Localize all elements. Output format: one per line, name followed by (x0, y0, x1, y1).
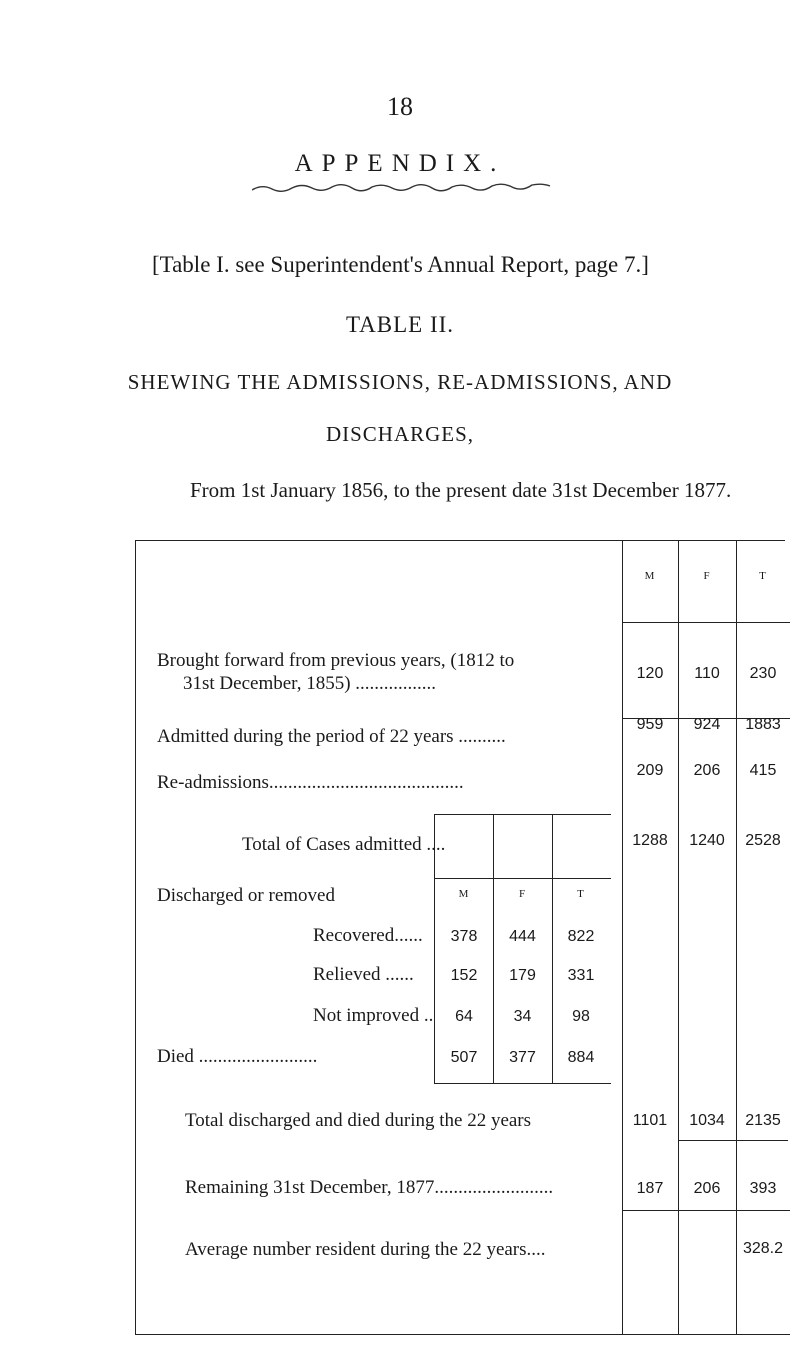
average-t: 328.2 (742, 1240, 784, 1257)
total-discharged-m: 1101 (632, 1112, 668, 1129)
table-top-rule (135, 540, 785, 541)
admitted-t: 1883 (745, 716, 781, 733)
readmissions-m: 209 (636, 762, 664, 779)
average-label: Average number resident during the 22 years.... (185, 1239, 546, 1260)
col-rule-label-m (622, 540, 623, 1335)
subtitle-line-2: DISCHARGES, (325, 422, 475, 446)
admitted-f: 924 (693, 716, 721, 733)
page-number: 18 (387, 92, 413, 121)
remaining-label: Remaining 31st December, 1877......................... (185, 1177, 554, 1198)
date-range: From 1st January 1856, to the present date 31st December 1877. (190, 478, 732, 502)
subtable-header-rule (435, 878, 611, 879)
total-discharged-label: Total discharged and died during the 22 years (185, 1110, 532, 1131)
sub-label-recovered: Recovered...... (313, 925, 423, 946)
remaining-f: 206 (693, 1180, 721, 1197)
sub-header-m: M (458, 888, 470, 900)
admitted-m: 959 (636, 716, 664, 733)
col-rule-m-f (678, 540, 679, 1335)
recovered-f: 444 (509, 928, 536, 945)
recovered-m: 378 (450, 928, 478, 945)
total-rule-remaining (622, 1210, 790, 1211)
relieved-f: 179 (509, 967, 536, 984)
total-discharged-f: 1034 (689, 1112, 725, 1129)
table-left-rule (135, 540, 136, 1335)
recovered-t: 822 (567, 928, 595, 945)
table-reference: [Table I. see Superintendent's Annual Report, page 7.] (152, 252, 649, 277)
col-header-m: M (644, 570, 656, 582)
died-m: 507 (450, 1049, 478, 1066)
col-header-t: T (759, 570, 767, 582)
died-f: 377 (509, 1049, 536, 1066)
discharged-heading: Discharged or removed (157, 885, 335, 906)
subtable-col-rule-2 (552, 814, 553, 1084)
appendix-heading: APPENDIX. (294, 150, 506, 177)
total-discharged-t: 2135 (745, 1112, 781, 1129)
row-label-total-admitted: Total of Cases admitted .... (242, 834, 446, 855)
not-improved-m: 64 (455, 1008, 473, 1025)
sub-header-t: T (577, 888, 585, 900)
total-rule-discharged (678, 1140, 788, 1141)
sub-header-f: F (518, 888, 527, 900)
table-title: TABLE II. (345, 312, 455, 337)
readmissions-t: 415 (749, 762, 777, 779)
remaining-t: 393 (749, 1180, 777, 1197)
header-underline (622, 622, 790, 623)
total-admitted-t: 2528 (745, 832, 781, 849)
col-header-f: F (703, 570, 711, 582)
total-admitted-m: 1288 (632, 832, 668, 849)
subtable-bottom-rule (435, 1083, 611, 1084)
not-improved-t: 98 (572, 1008, 590, 1025)
row-label-brought-forward-cont: 31st December, 1855) ................. (183, 673, 437, 694)
sub-label-not-improved: Not improved .. (313, 1005, 434, 1026)
died-t: 884 (567, 1049, 595, 1066)
row-label-admitted: Admitted during the period of 22 years .......... (157, 726, 506, 747)
subtitle-line-1: SHEWING THE ADMISSIONS, RE-ADMISSIONS, AND (127, 370, 673, 394)
brought-forward-t: 230 (749, 665, 777, 682)
sub-label-relieved: Relieved ...... (313, 964, 414, 985)
relieved-t: 331 (567, 967, 595, 984)
table-bottom-rule (135, 1334, 790, 1335)
decorative-flourish (252, 180, 552, 196)
total-admitted-f: 1240 (689, 832, 725, 849)
row-label-brought-forward: Brought forward from previous years, (1812 to (157, 650, 515, 671)
not-improved-f: 34 (513, 1008, 532, 1025)
brought-forward-m: 120 (636, 665, 664, 682)
row-label-readmissions: Re-admissions......................................... (157, 772, 464, 793)
subtable-col-rule-1 (493, 814, 494, 1084)
col-rule-f-t (736, 540, 737, 1335)
remaining-m: 187 (636, 1180, 664, 1197)
subtable-top-rule (435, 814, 611, 815)
readmissions-f: 206 (693, 762, 721, 779)
relieved-m: 152 (450, 967, 478, 984)
sub-label-died: Died ......................... (157, 1046, 318, 1067)
brought-forward-f: 110 (694, 665, 720, 682)
